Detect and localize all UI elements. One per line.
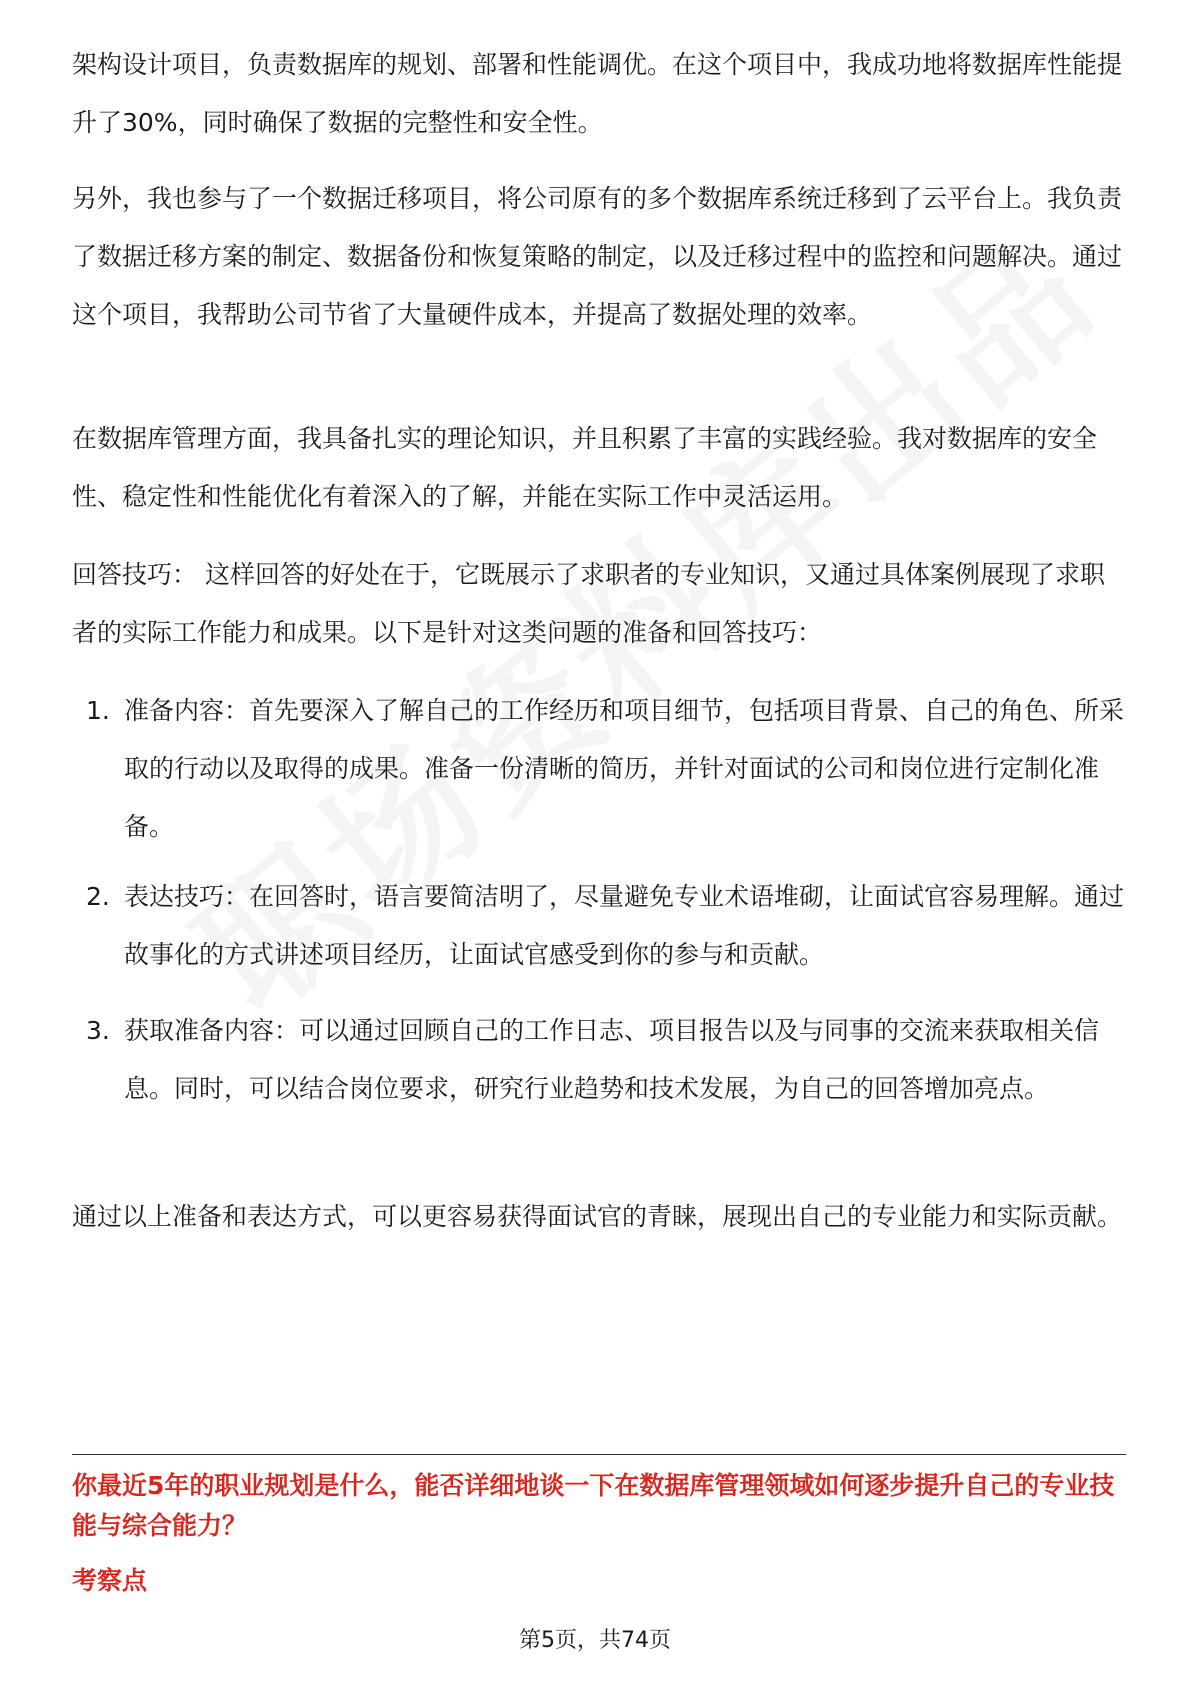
paragraph-conclusion: 通过以上准备和表达方式，可以更容易获得面试官的青睐，展现出自己的专业能力和实际贡献。 (72, 1202, 1123, 1231)
list-number: 3. (86, 1016, 110, 1045)
interview-question: 你最近5年的职业规划是什么，能否详细地谈一下在数据库管理领域如何逐步提升自己的专业技能与综合能力？ (72, 1471, 1115, 1540)
list-text: 准备内容：首先要深入了解自己的工作经历和项目细节，包括项目背景、自己的角色、所采取的行动以及取得的成果。准备一份清晰的简历，并针对面试的公司和岗位进行定制化准备。 (124, 696, 1125, 841)
section-divider (72, 1454, 1126, 1455)
paragraph-answer-tips: 回答技巧： 这样回答的好处在于，它既展示了求职者的专业知识，又通过具体案例展现了求职者的实际工作能力和成果。以下是针对这类问题的准备和回答技巧： (72, 560, 1105, 647)
paragraph-project-architecture: 架构设计项目，负责数据库的规划、部署和性能调优。在这个项目中，我成功地将数据库性能提升了30%，同时确保了数据的完整性和安全性。 (72, 50, 1123, 137)
list-text: 获取准备内容：可以通过回顾自己的工作日志、项目报告以及与同事的交流来获取相关信息。同时，可以结合岗位要求，研究行业趋势和技术发展，为自己的回答增加亮点。 (124, 1016, 1100, 1103)
paragraph-database-management: 在数据库管理方面，我具备扎实的理论知识，并且积累了丰富的实践经验。我对数据库的安全性、稳定性和性能优化有着深入的了解，并能在实际工作中灵活运用。 (72, 424, 1098, 511)
list-number: 1. (86, 696, 110, 725)
paragraph-data-migration: 另外，我也参与了一个数据迁移项目，将公司原有的多个数据库系统迁移到了云平台上。我负责了数据迁移方案的制定、数据备份和恢复策略的制定，以及迁移过程中的监控和问题解决。通过这个项目，我帮助公司节省了大量硬件成本，并提高了数据处理的效率。 (72, 184, 1123, 329)
page-number: 第5页，共74页 (519, 1628, 671, 1653)
list-text: 表达技巧：在回答时，语言要简洁明了，尽量避免专业术语堆砌，让面试官容易理解。通过故事化的方式讲述项目经历，让面试官感受到你的参与和贡献。 (124, 882, 1125, 969)
list-number: 2. (86, 882, 110, 911)
section-label: 考察点 (72, 1566, 148, 1595)
